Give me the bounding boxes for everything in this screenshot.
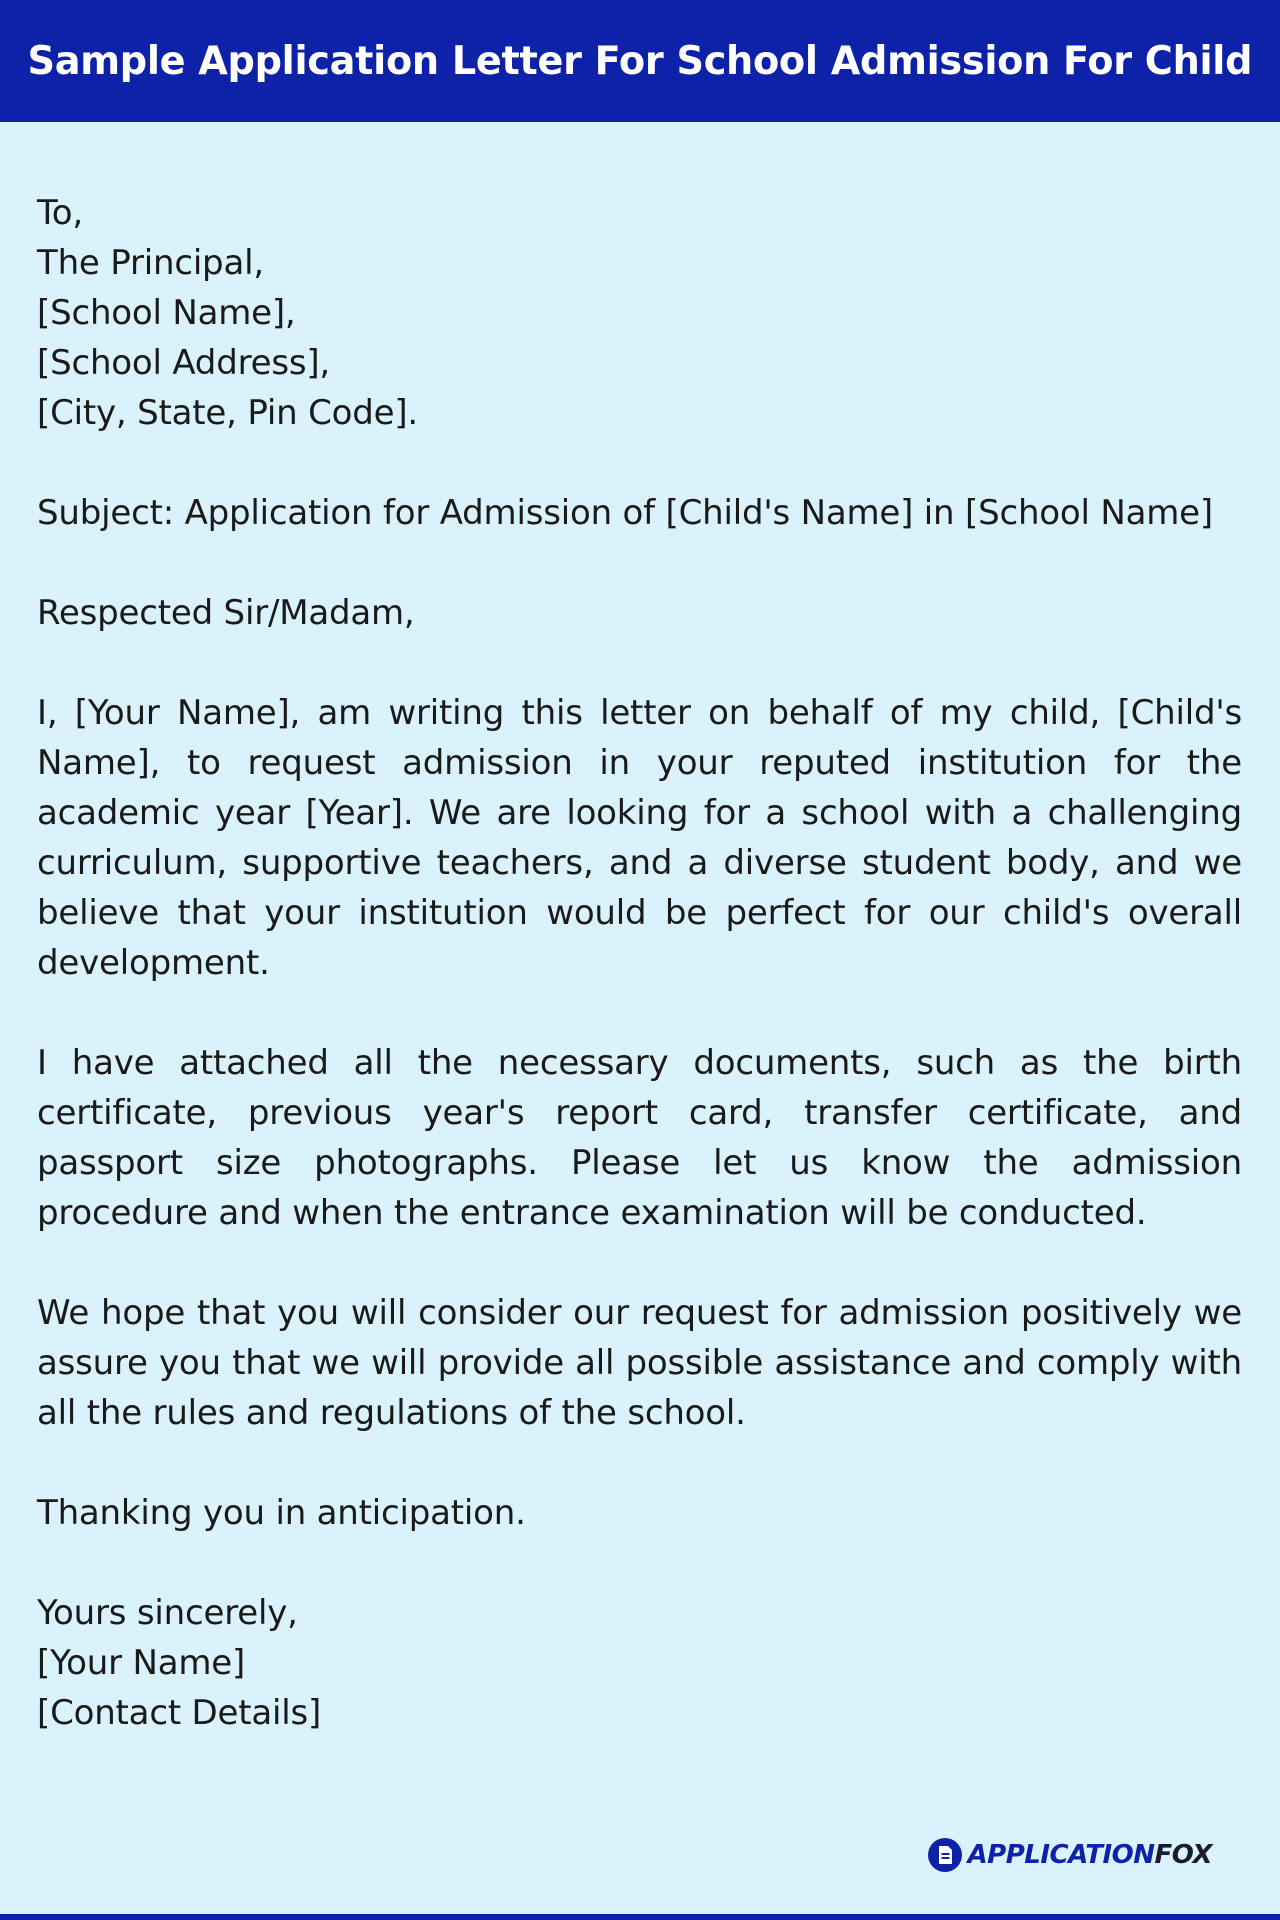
letter-subject: Subject: Application for Admission of [Child's Name] in [School Name] (37, 493, 1213, 533)
thanks-line: Thanking you in anticipation. (37, 1493, 526, 1533)
body-paragraph-1: I, [Your Name], am writing this letter on behalf of my child, [Child's Name], to request admission in your reputed institution for the academic year [Year]. We are looking for a school with a challenging curriculum, supportive teachers, and a diverse student body, and we believe that your institution would be perfect for our child's overall development. (37, 693, 1242, 983)
address-line: [School Address], (37, 343, 331, 383)
logo-text: APPLICATIONFOX (967, 1840, 1212, 1870)
address-line: The Principal, (37, 243, 264, 283)
applicationfox-logo (928, 1838, 1212, 1872)
address-line: [City, State, Pin Code]. (37, 393, 419, 433)
address-line: To, (37, 193, 84, 233)
header-banner (0, 0, 1280, 122)
bottom-border (0, 1914, 1280, 1920)
address-line: [School Name], (37, 293, 296, 333)
closing-line: [Contact Details] (37, 1693, 322, 1733)
document-icon (928, 1838, 962, 1872)
page-title: Sample Application Letter For School Admission For Child (27, 38, 1253, 84)
body-paragraph-3: We hope that you will consider our request for admission positively we assure you that we will provide all possible assistance and comply with all the rules and regulations of the school. (37, 1293, 1242, 1433)
closing-line: [Your Name] (37, 1643, 246, 1683)
closing-line: Yours sincerely, (37, 1593, 298, 1633)
recipient-address (37, 188, 1242, 438)
body-paragraph-2: I have attached all the necessary documents, such as the birth certificate, previous year's report card, transfer certificate, and passport size photographs. Please let us know the admission procedure and when the entrance examination will be conducted. (37, 1043, 1242, 1233)
signature-block (37, 1588, 1242, 1738)
salutation: Respected Sir/Madam, (37, 593, 415, 633)
letter-body (37, 188, 1242, 1738)
